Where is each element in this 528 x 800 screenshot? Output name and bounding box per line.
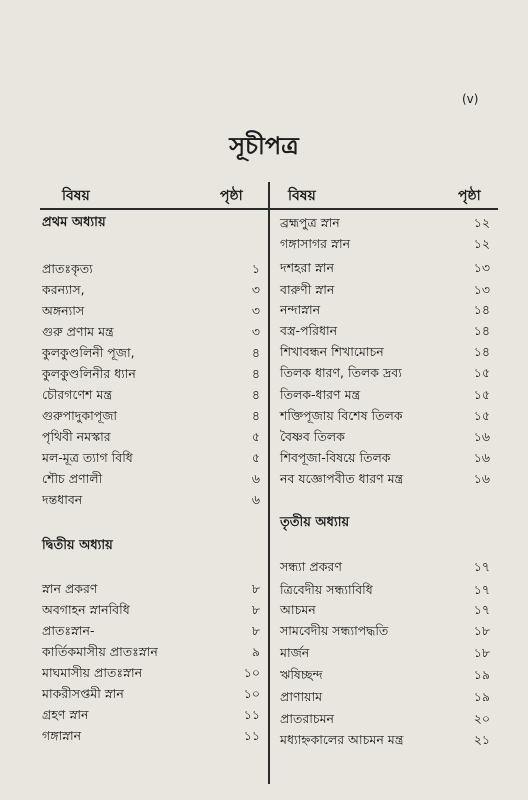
toc-entry-page: ১৫ (473, 408, 490, 423)
toc-entry-title: সামবেদীয় সন্ধ্যাপদ্ধতি (280, 623, 389, 638)
toc-entry-page: ১৫ (473, 365, 490, 380)
left-page-header: পৃষ্ঠা (220, 188, 243, 204)
toc-entry-page: ৫ (251, 429, 260, 444)
toc-entry-title: প্রাতঃকৃত্য (42, 261, 93, 276)
toc-entry-page: ১১ (243, 728, 260, 743)
toc-entry (42, 620, 260, 642)
toc-entry-page: ২১ (473, 732, 490, 747)
toc-entry-title: গঙ্গাসাগর স্নান (280, 236, 351, 251)
toc-entry (280, 599, 490, 621)
toc-entry-title: ঋষিচ্ছন্দ (280, 667, 323, 682)
toc-entry (42, 662, 260, 684)
toc-entry (280, 556, 490, 578)
toc-entry (42, 578, 260, 600)
toc-entry (280, 620, 490, 642)
toc-entry-page: ৪ (251, 366, 260, 381)
toc-entry (280, 341, 490, 363)
toc-entry-title: বৈষ্ণব তিলক (280, 429, 345, 444)
toc-entry-title: প্রথম অধ্যায় (42, 215, 106, 230)
toc-entry (280, 468, 490, 490)
toc-entry-page: ১৭ (473, 602, 490, 617)
toc-entry-page: ৩ (251, 324, 260, 339)
toc-entry-title: শক্তিপূজায় বিশেষ তিলক (280, 408, 403, 423)
toc-entry-title: মাঘমাসীয় প্রাতঃস্নান (42, 665, 143, 680)
toc-section-heading (42, 212, 260, 234)
toc-entry-page: ১০ (243, 686, 260, 701)
toc-entry (42, 342, 260, 364)
toc-entry-title: গুরুপাদুকাপূজা (42, 408, 118, 423)
toc-entry (280, 279, 490, 301)
toc-entry (42, 426, 260, 448)
toc-entry-title: গঙ্গাস্নান (42, 728, 82, 743)
toc-entry-title: করন্যাস, (42, 282, 85, 297)
toc-entry-page: ১৬ (473, 450, 490, 465)
toc-entry (42, 725, 260, 747)
toc-entry-title: পৃথিবী নমস্কার (42, 429, 111, 444)
toc-entry-page: ১৯ (473, 689, 490, 704)
toc-entry-title: নব যজ্ঞোপবীত ধারণ মন্ত্র (280, 471, 404, 486)
toc-entry-page: ৩ (251, 282, 260, 297)
toc-entry-page: ৮ (251, 623, 260, 638)
page-title: সূচীপত্র (229, 132, 299, 160)
toc-entry-page: ১৪ (473, 323, 490, 338)
toc-entry-title: দন্তধাবন (42, 492, 83, 507)
toc-entry (42, 599, 260, 621)
toc-entry (280, 405, 490, 427)
toc-entry-page: ১৬ (473, 429, 490, 444)
toc-entry-page: ১৩ (473, 260, 490, 275)
toc-entry (280, 212, 490, 234)
toc-entry (42, 468, 260, 490)
toc-entry-page: ২০ (473, 711, 490, 726)
toc-section-heading (280, 512, 490, 534)
toc-entry-page: ১০ (243, 665, 260, 680)
toc-entry-page: ১৯ (473, 667, 490, 682)
page-number: (v) (462, 92, 479, 106)
toc-entry-title: বস্ত্র-পরিধান (280, 323, 338, 338)
toc-entry (280, 320, 490, 342)
toc-entry-page: ৮ (251, 581, 260, 596)
toc-entry-page: ১৭ (473, 582, 490, 597)
toc-entry-title: কার্তিকমাসীয় প্রাতঃস্নান (42, 644, 158, 659)
toc-entry-page: ১৪ (473, 344, 490, 359)
toc-entry-page: ১৮ (473, 645, 490, 660)
toc-entry (42, 363, 260, 385)
toc-entry (42, 447, 260, 469)
toc-entry-title: মল-মূত্র ত্যাগ বিধি (42, 450, 133, 465)
column-divider (268, 182, 270, 784)
toc-entry (42, 384, 260, 406)
toc-entry (280, 579, 490, 601)
toc-entry-title: বারুণী স্নান (280, 282, 335, 297)
toc-entry-page: ৪ (251, 345, 260, 360)
toc-entry-page: ১ (251, 261, 260, 276)
right-page-header: পৃষ্ঠা (458, 188, 481, 204)
toc-entry-page: ১৮ (473, 623, 490, 638)
toc-entry-title: সন্ধ্যা প্রকরণ (280, 559, 342, 574)
toc-entry-title: স্নান প্রকরণ (42, 581, 98, 596)
toc-entry (42, 321, 260, 343)
toc-entry-title: মার্জন (280, 645, 310, 660)
toc-section-heading (42, 535, 260, 557)
toc-entry (280, 729, 490, 751)
toc-entry (280, 257, 490, 279)
toc-entry-page: ১৫ (473, 387, 490, 402)
toc-entry-title: আচমন (280, 602, 316, 617)
toc-entry-title: নন্দাস্নান (280, 302, 321, 317)
toc-entry-title: শিখাবন্ধন শিখামোচন (280, 344, 384, 359)
toc-entry-title: তিলক-ধারণ মন্ত্র (280, 387, 361, 402)
toc-entry-page: ৬ (251, 492, 260, 507)
toc-entry-page: ৮ (251, 602, 260, 617)
toc-entry-title: ব্রহ্মপুত্র স্নান (280, 215, 340, 230)
toc-entry-title: দ্বিতীয় অধ্যায় (42, 538, 113, 553)
toc-entry-page: ১৩ (473, 282, 490, 297)
toc-entry-page: ১৬ (473, 471, 490, 486)
toc-entry (280, 686, 490, 708)
toc-entry (42, 258, 260, 280)
toc-entry-title: দশহরা স্নান (280, 260, 335, 275)
toc-entry (42, 683, 260, 705)
toc-entry-page: ১১ (243, 707, 260, 722)
toc-entry (280, 299, 490, 321)
toc-entry-title: প্রাতরাচমন (280, 711, 334, 726)
toc-entry-title: অঙ্গন্যাস (42, 303, 85, 318)
toc-entry-title: তৃতীয় অধ্যায় (280, 515, 350, 530)
toc-entry-title: ত্রিবেদীয় সন্ধ্যাবিধি (280, 582, 373, 597)
toc-entry (42, 704, 260, 726)
toc-entry (280, 642, 490, 664)
toc-entry-page: ১২ (473, 236, 490, 251)
toc-entry-page: ৩ (251, 303, 260, 318)
toc-entry (42, 405, 260, 427)
toc-entry (280, 664, 490, 686)
toc-entry (280, 708, 490, 730)
toc-entry-page: ৬ (251, 471, 260, 486)
left-subject-header: বিষয় (62, 188, 90, 204)
toc-entry (42, 489, 260, 511)
right-subject-header: বিষয় (288, 188, 316, 204)
toc-entry (42, 279, 260, 301)
toc-entry-title: শৌচ প্রণালী (42, 471, 103, 486)
toc-entry (42, 641, 260, 663)
toc-entry-page: ১৪ (473, 302, 490, 317)
toc-entry-title: মধ্যাহ্নকালের আচমন মন্ত্র (280, 732, 404, 747)
toc-entry (280, 362, 490, 384)
toc-entry-page: ১৭ (473, 559, 490, 574)
toc-entry-title: কুলকুণ্ডলিনীর ধ্যান (42, 366, 136, 381)
toc-entry (280, 426, 490, 448)
toc-entry-title: কুলকুণ্ডলিনী পূজা, (42, 345, 135, 360)
toc-entry-title: প্রাণায়াম (280, 689, 323, 704)
toc-entry-page: ৪ (251, 408, 260, 423)
toc-entry-title: চৌরগণেশ মন্ত্র (42, 387, 113, 402)
toc-entry-title: অবগাহন স্নানবিধি (42, 602, 130, 617)
toc-entry-page: ৯ (251, 644, 260, 659)
toc-entry-title: গ্রহণ স্নান (42, 707, 89, 722)
toc-entry-page: ১২ (473, 215, 490, 230)
toc-entry-title: শিবপূজা-বিষয়ে তিলক (280, 450, 391, 465)
toc-entry (280, 447, 490, 469)
toc-entry-title: প্রাতঃস্নান- (42, 623, 95, 638)
toc-entry (42, 300, 260, 322)
toc-entry (280, 384, 490, 406)
toc-entry-title: মাকরীসপ্তমী স্নান (42, 686, 124, 701)
toc-entry-title: গুরু প্রণাম মন্ত্র (42, 324, 114, 339)
toc-entry-page: ৫ (251, 450, 260, 465)
toc-entry-page: ৪ (251, 387, 260, 402)
toc-entry-title: তিলক ধারণ, তিলক দ্রব্য (280, 365, 402, 380)
toc-entry (280, 233, 490, 255)
